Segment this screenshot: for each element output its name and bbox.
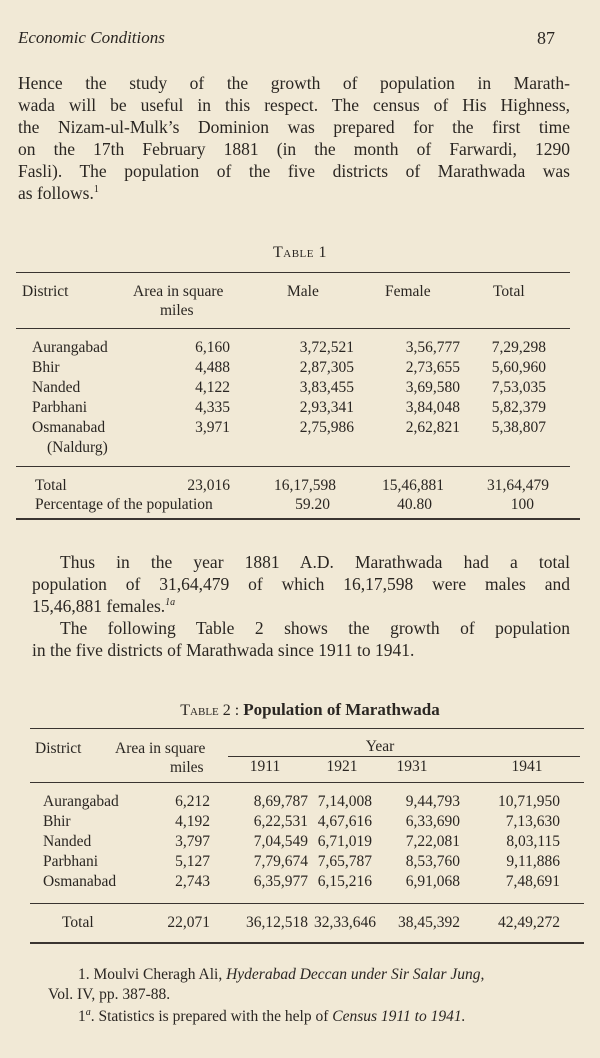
table2-bottom-rule bbox=[30, 942, 584, 944]
table1-header-male: Male bbox=[287, 283, 319, 300]
table1-cell-male: 2,93,341 bbox=[299, 399, 354, 416]
table2-cell-1941: 7,48,691 bbox=[505, 873, 560, 890]
table2-cell-1941: 7,13,630 bbox=[505, 813, 560, 830]
table1-percentage-total: 100 bbox=[510, 496, 534, 513]
table2-cell-district: Bhir bbox=[43, 813, 71, 830]
table2-title bbox=[0, 700, 600, 720]
table2-header-year-1921: 1921 bbox=[326, 758, 358, 775]
table2-cell-district: Aurangabad bbox=[43, 793, 119, 810]
table2-cell-area: 2,743 bbox=[175, 873, 210, 890]
table2-total-1941: 42,49,272 bbox=[498, 914, 560, 931]
table1-cell-area: 4,488 bbox=[195, 359, 230, 376]
table2-title-main: Population of Marathwada bbox=[243, 700, 440, 719]
table2-cell-1921: 7,14,008 bbox=[317, 793, 372, 810]
table1-cell-female: 3,56,777 bbox=[405, 339, 460, 356]
table1-cell-total: 5,60,960 bbox=[491, 359, 546, 376]
footnote-1a bbox=[78, 1008, 465, 1026]
table1-cell-district: Bhir bbox=[32, 359, 60, 376]
text-line bbox=[18, 595, 570, 617]
table1-cell-total: 7,53,035 bbox=[491, 379, 546, 396]
table1-cell-male: 3,83,455 bbox=[299, 379, 354, 396]
table2-cell-1941: 8,03,115 bbox=[506, 833, 560, 850]
text-line-content: 15,46,881 females. bbox=[32, 596, 166, 616]
table1-header-district: District bbox=[22, 283, 69, 300]
table1-cell-district: Parbhani bbox=[32, 399, 88, 416]
text-line bbox=[18, 182, 570, 204]
footnote-mark-sup: a bbox=[85, 1006, 91, 1018]
table1-header-rule bbox=[16, 328, 570, 329]
table2-year-rule bbox=[228, 756, 580, 757]
table2-cell-1921: 6,71,019 bbox=[317, 833, 372, 850]
table1-percentage-female: 40.80 bbox=[397, 496, 432, 513]
table2-header-rule bbox=[30, 782, 584, 783]
intro-paragraph bbox=[18, 72, 570, 204]
text-line: wada will be useful in this respect. The census of His Highness, bbox=[18, 95, 570, 115]
table1-total-male: 16,17,598 bbox=[274, 477, 336, 494]
table2-cell-district: Osmanabad bbox=[43, 873, 117, 890]
table2-total-1911: 36,12,518 bbox=[246, 914, 308, 931]
footnote-title: Hyderabad Deccan under Sir Salar Jung, bbox=[226, 966, 485, 983]
table1-cell-male: 3,72,521 bbox=[299, 339, 354, 356]
table1-cell-male: 2,75,986 bbox=[299, 419, 354, 436]
table2-header-year-1931: 1931 bbox=[396, 758, 428, 775]
table1-bottom-rule bbox=[16, 518, 580, 520]
table2-cell-area: 3,797 bbox=[175, 833, 210, 850]
table2-cell-1921: 6,15,216 bbox=[317, 873, 372, 890]
table1-cell-district: Aurangabad bbox=[32, 339, 108, 356]
table1-cell-female: 3,69,580 bbox=[405, 379, 460, 396]
text-line: Thus in the year 1881 A.D. Marathwada had a total bbox=[60, 552, 570, 572]
table2-total-rule bbox=[30, 903, 584, 904]
table1-cell-female: 2,62,821 bbox=[405, 419, 460, 436]
table2-cell-1931: 6,91,068 bbox=[405, 873, 460, 890]
table2-header-area-unit: miles bbox=[170, 759, 204, 776]
table1-header-total: Total bbox=[493, 283, 525, 300]
table2-header-year: Year bbox=[365, 738, 395, 755]
table2-cell-1931: 9,44,793 bbox=[405, 793, 460, 810]
table1-header-female: Female bbox=[385, 283, 431, 300]
table2-cell-1921: 4,67,616 bbox=[317, 813, 372, 830]
table2-cell-1911: 6,35,977 bbox=[253, 873, 308, 890]
table1-total-total: 31,64,479 bbox=[487, 477, 549, 494]
table2-cell-district: Parbhani bbox=[43, 853, 99, 870]
page-number: 87 bbox=[537, 28, 555, 48]
table1-percentage-male: 59.20 bbox=[295, 496, 330, 513]
table1-district-note: (Naldurg) bbox=[47, 439, 108, 456]
footnote-mark: 1a bbox=[165, 597, 176, 609]
table1-cell-total: 5,82,379 bbox=[491, 399, 546, 416]
table2-header-area: Area in square bbox=[115, 740, 206, 757]
table2-total-1931: 38,45,392 bbox=[398, 914, 460, 931]
table1-cell-area: 4,335 bbox=[195, 399, 230, 416]
table2-cell-1931: 7,22,081 bbox=[405, 833, 460, 850]
table1-cell-district: Osmanabad bbox=[32, 419, 106, 436]
table2-header-year-1911: 1911 bbox=[249, 758, 281, 775]
table2-top-rule bbox=[30, 728, 584, 729]
footnote-mark: 1 bbox=[93, 184, 99, 196]
table1-header-area: Area in square bbox=[133, 283, 224, 300]
table2-cell-1931: 6,33,690 bbox=[405, 813, 460, 830]
table2-cell-1911: 8,69,787 bbox=[253, 793, 308, 810]
mid-paragraph bbox=[18, 551, 570, 661]
table2-cell-area: 5,127 bbox=[175, 853, 210, 870]
text-line: in the five districts of Marathwada since 1911 to 1941. bbox=[32, 640, 415, 660]
table1-cell-female: 2,73,655 bbox=[405, 359, 460, 376]
table1-total-area: 23,016 bbox=[187, 477, 230, 494]
table2-title-prefix: Table 2 : bbox=[180, 702, 244, 719]
table2-cell-1911: 6,22,531 bbox=[253, 813, 308, 830]
text-line-content: as follows. bbox=[18, 183, 94, 203]
table1-title: Table 1 bbox=[273, 244, 327, 261]
footnote-text: . Statistics is prepared with the help of bbox=[90, 1008, 333, 1025]
table2-cell-district: Nanded bbox=[43, 833, 92, 850]
text-line: on the 17th February 1881 (in the month of Farwardi, 1290 bbox=[18, 139, 570, 159]
table2-total-label: Total bbox=[62, 914, 94, 931]
table1-header-area-unit: miles bbox=[160, 302, 194, 319]
table1-cell-area: 6,160 bbox=[195, 339, 230, 356]
table2-cell-area: 6,212 bbox=[175, 793, 210, 810]
footnote-text: Moulvi Cheragh Ali, bbox=[89, 966, 227, 983]
table2-cell-1911: 7,04,549 bbox=[253, 833, 308, 850]
table1-cell-area: 4,122 bbox=[195, 379, 230, 396]
table2-cell-area: 4,192 bbox=[175, 813, 210, 830]
table2-cell-1931: 8,53,760 bbox=[405, 853, 460, 870]
table1-cell-total: 7,29,298 bbox=[491, 339, 546, 356]
table1-cell-total: 5,38,807 bbox=[491, 419, 546, 436]
table2-cell-1941: 9,11,886 bbox=[506, 853, 560, 870]
text-line: Fasli). The population of the five districts of Marathwada was bbox=[18, 161, 570, 181]
table1-cell-district: Nanded bbox=[32, 379, 81, 396]
table2-cell-1911: 7,79,674 bbox=[253, 853, 308, 870]
table2-total-area: 22,071 bbox=[167, 914, 210, 931]
table2-cell-1921: 7,65,787 bbox=[317, 853, 372, 870]
table1-cell-female: 3,84,048 bbox=[405, 399, 460, 416]
footnote-mark: 1 bbox=[78, 1008, 86, 1025]
running-header-title: Economic Conditions bbox=[18, 28, 165, 47]
footnote-title: Census 1911 to 1941. bbox=[332, 1008, 466, 1025]
table1-cell-male: 2,87,305 bbox=[299, 359, 354, 376]
table1-total-rule bbox=[16, 466, 570, 467]
text-line: Hence the study of the growth of population in Marath- bbox=[18, 73, 570, 93]
footnote-mark: 1. bbox=[78, 966, 90, 983]
table1-cell-area: 3,971 bbox=[195, 419, 230, 436]
table2-total-1921: 32,33,646 bbox=[314, 914, 376, 931]
footnote-1-continued: Vol. IV, pp. 387-88. bbox=[48, 986, 171, 1003]
footnote-1 bbox=[78, 966, 484, 984]
table1-total-female: 15,46,881 bbox=[382, 477, 444, 494]
table1-top-rule bbox=[16, 272, 570, 273]
text-line: the Nizam-ul-Mulk’s Dominion was prepared for the first time bbox=[18, 117, 570, 137]
table1-total-label: Total bbox=[35, 477, 67, 494]
table1-percentage-label: Percentage of the population bbox=[35, 496, 213, 513]
table2-header-district: District bbox=[35, 740, 82, 757]
table2-header-year-1941: 1941 bbox=[511, 758, 543, 775]
table2-cell-1941: 10,71,950 bbox=[498, 793, 560, 810]
text-line: population of 31,64,479 of which 16,17,598 were males and bbox=[32, 574, 570, 594]
text-line: The following Table 2 shows the growth of population bbox=[60, 618, 570, 638]
